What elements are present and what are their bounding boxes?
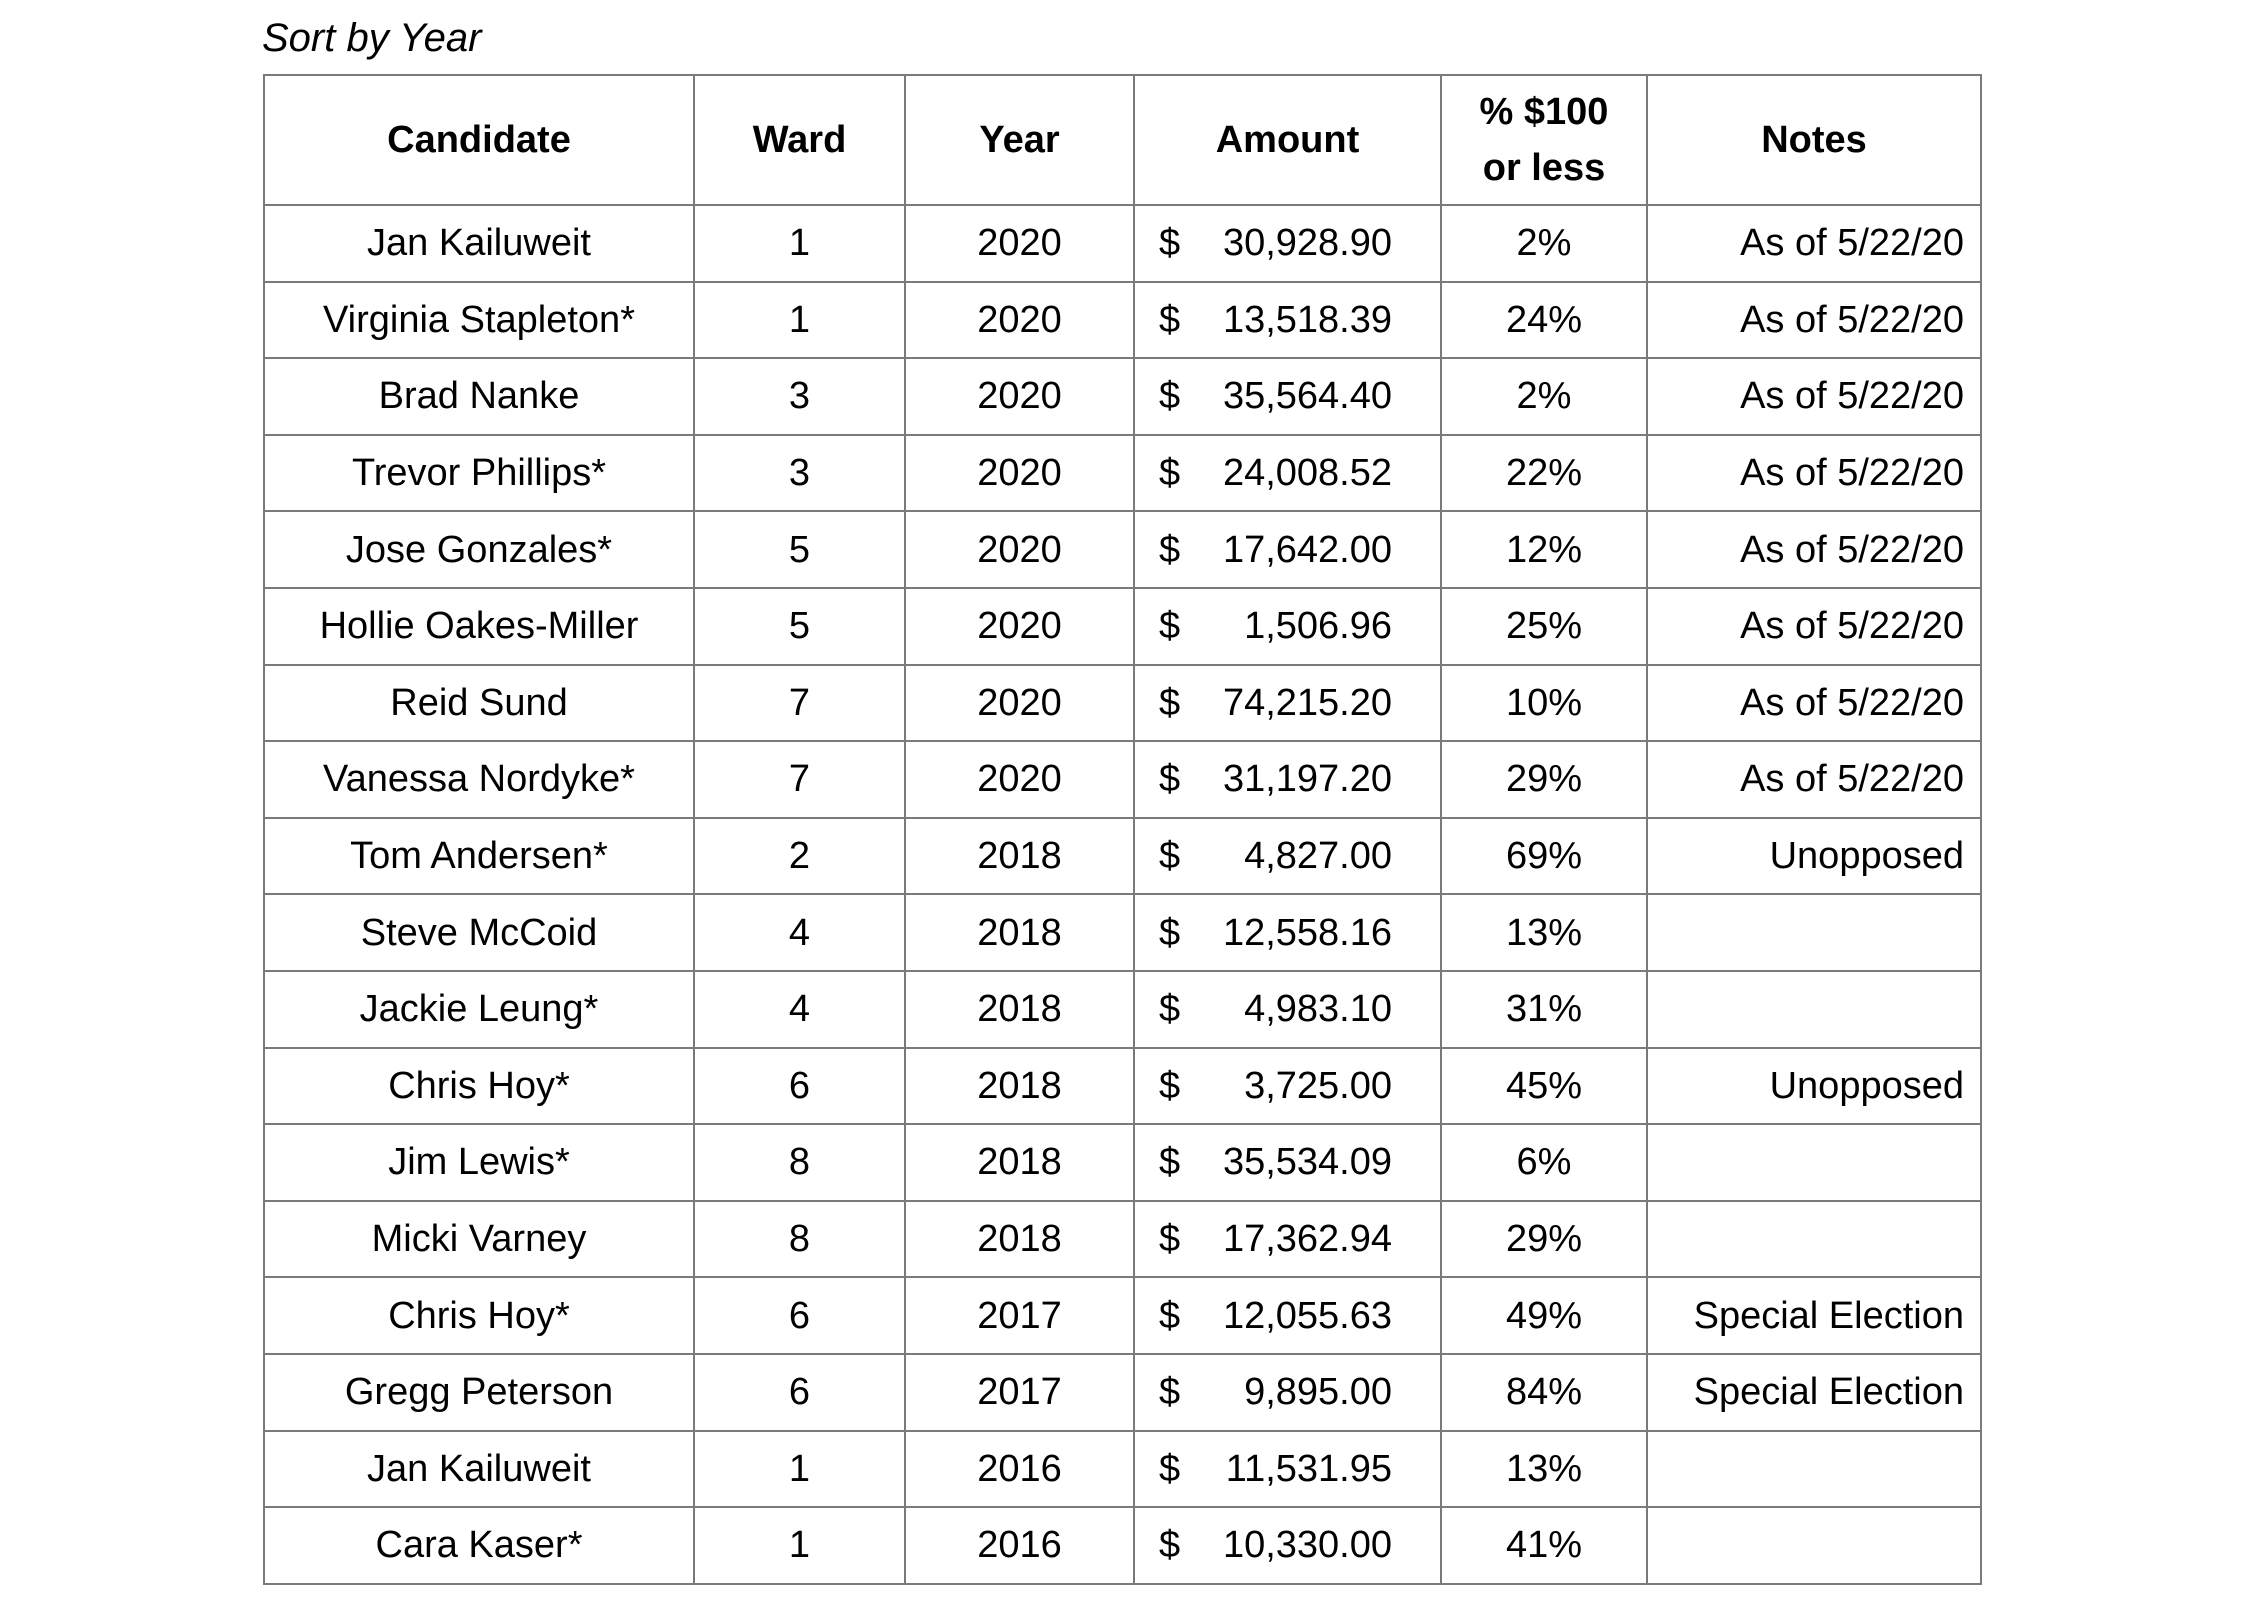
header-year: Year bbox=[905, 75, 1134, 205]
pct-cell: 69% bbox=[1441, 818, 1647, 895]
pct-cell: 25% bbox=[1441, 588, 1647, 665]
currency-symbol: $ bbox=[1159, 1064, 1181, 1107]
year-cell: 2018 bbox=[905, 1201, 1134, 1278]
candidate-cell: Vanessa Nordyke* bbox=[264, 741, 694, 818]
table-row bbox=[264, 818, 1981, 895]
amount-cell bbox=[1134, 971, 1441, 1048]
ward-cell: 4 bbox=[694, 971, 905, 1048]
amount-value: 3,725.00 bbox=[1244, 1064, 1392, 1107]
currency-symbol: $ bbox=[1159, 1294, 1181, 1337]
year-cell: 2020 bbox=[905, 205, 1134, 282]
year-cell: 2017 bbox=[905, 1277, 1134, 1354]
year-cell: 2020 bbox=[905, 741, 1134, 818]
notes-cell: As of 5/22/20 bbox=[1647, 205, 1981, 282]
amount-cell bbox=[1134, 1507, 1441, 1584]
amount-cell bbox=[1134, 1124, 1441, 1201]
currency-symbol: $ bbox=[1159, 605, 1181, 648]
candidate-cell: Steve McCoid bbox=[264, 894, 694, 971]
amount-cell bbox=[1134, 282, 1441, 359]
year-cell: 2020 bbox=[905, 511, 1134, 588]
header-ward: Ward bbox=[694, 75, 905, 205]
amount-cell bbox=[1134, 358, 1441, 435]
header-row bbox=[264, 75, 1981, 205]
ward-cell: 6 bbox=[694, 1354, 905, 1431]
ward-cell: 3 bbox=[694, 435, 905, 512]
ward-cell: 8 bbox=[694, 1124, 905, 1201]
table-row bbox=[264, 1507, 1981, 1584]
candidate-cell: Cara Kaser* bbox=[264, 1507, 694, 1584]
amount-value: 9,895.00 bbox=[1244, 1371, 1392, 1414]
amount-cell bbox=[1134, 1048, 1441, 1125]
notes-cell bbox=[1647, 1431, 1981, 1508]
year-cell: 2020 bbox=[905, 665, 1134, 742]
candidate-cell: Trevor Phillips* bbox=[264, 435, 694, 512]
candidate-cell: Chris Hoy* bbox=[264, 1048, 694, 1125]
notes-cell bbox=[1647, 1201, 1981, 1278]
candidate-cell: Hollie Oakes-Miller bbox=[264, 588, 694, 665]
notes-cell: As of 5/22/20 bbox=[1647, 741, 1981, 818]
notes-cell bbox=[1647, 971, 1981, 1048]
amount-value: 17,642.00 bbox=[1222, 528, 1392, 571]
candidate-cell: Chris Hoy* bbox=[264, 1277, 694, 1354]
amount-cell bbox=[1134, 511, 1441, 588]
year-cell: 2016 bbox=[905, 1431, 1134, 1508]
year-cell: 2018 bbox=[905, 894, 1134, 971]
contributions-table bbox=[263, 74, 1982, 1585]
notes-cell: As of 5/22/20 bbox=[1647, 511, 1981, 588]
ward-cell: 1 bbox=[694, 1507, 905, 1584]
candidate-cell: Gregg Peterson bbox=[264, 1354, 694, 1431]
amount-cell bbox=[1134, 435, 1441, 512]
ward-cell: 3 bbox=[694, 358, 905, 435]
year-cell: 2018 bbox=[905, 1124, 1134, 1201]
table-row bbox=[264, 282, 1981, 359]
amount-value: 31,197.20 bbox=[1222, 758, 1392, 801]
candidate-cell: Jan Kailuweit bbox=[264, 1431, 694, 1508]
header-pct-line2: or less bbox=[1482, 147, 1606, 189]
candidate-cell: Jose Gonzales* bbox=[264, 511, 694, 588]
ward-cell: 6 bbox=[694, 1277, 905, 1354]
year-cell: 2020 bbox=[905, 282, 1134, 359]
pct-cell: 10% bbox=[1441, 665, 1647, 742]
pct-cell: 22% bbox=[1441, 435, 1647, 512]
amount-cell bbox=[1134, 741, 1441, 818]
candidate-cell: Virginia Stapleton* bbox=[264, 282, 694, 359]
amount-cell bbox=[1134, 588, 1441, 665]
currency-symbol: $ bbox=[1159, 375, 1181, 418]
currency-symbol: $ bbox=[1159, 758, 1181, 801]
amount-value: 4,983.10 bbox=[1244, 988, 1392, 1031]
header-amount: Amount bbox=[1134, 75, 1441, 205]
currency-symbol: $ bbox=[1159, 1447, 1181, 1490]
year-cell: 2018 bbox=[905, 818, 1134, 895]
table-row bbox=[264, 358, 1981, 435]
amount-value: 17,362.94 bbox=[1222, 1218, 1392, 1261]
currency-symbol: $ bbox=[1159, 988, 1181, 1031]
table-row bbox=[264, 205, 1981, 282]
currency-symbol: $ bbox=[1159, 835, 1181, 878]
ward-cell: 6 bbox=[694, 1048, 905, 1125]
pct-cell: 49% bbox=[1441, 1277, 1647, 1354]
pct-cell: 41% bbox=[1441, 1507, 1647, 1584]
year-cell: 2018 bbox=[905, 1048, 1134, 1125]
table-row bbox=[264, 1048, 1981, 1125]
pct-cell: 29% bbox=[1441, 741, 1647, 818]
year-cell: 2016 bbox=[905, 1507, 1134, 1584]
table-row bbox=[264, 1431, 1981, 1508]
table-row bbox=[264, 435, 1981, 512]
notes-cell: As of 5/22/20 bbox=[1647, 282, 1981, 359]
candidate-cell: Micki Varney bbox=[264, 1201, 694, 1278]
amount-value: 24,008.52 bbox=[1222, 452, 1392, 495]
year-cell: 2018 bbox=[905, 971, 1134, 1048]
table-row bbox=[264, 1277, 1981, 1354]
notes-cell: As of 5/22/20 bbox=[1647, 665, 1981, 742]
amount-value: 35,564.40 bbox=[1222, 375, 1392, 418]
amount-value: 1,506.96 bbox=[1244, 605, 1392, 648]
table-header bbox=[264, 75, 1981, 205]
notes-cell: As of 5/22/20 bbox=[1647, 588, 1981, 665]
notes-cell: Special Election bbox=[1647, 1354, 1981, 1431]
header-notes: Notes bbox=[1647, 75, 1981, 205]
amount-cell bbox=[1134, 1201, 1441, 1278]
currency-symbol: $ bbox=[1159, 1218, 1181, 1261]
ward-cell: 8 bbox=[694, 1201, 905, 1278]
candidate-cell: Jim Lewis* bbox=[264, 1124, 694, 1201]
ward-cell: 4 bbox=[694, 894, 905, 971]
currency-symbol: $ bbox=[1159, 681, 1181, 724]
table-row bbox=[264, 511, 1981, 588]
notes-cell: As of 5/22/20 bbox=[1647, 358, 1981, 435]
ward-cell: 7 bbox=[694, 741, 905, 818]
year-cell: 2020 bbox=[905, 588, 1134, 665]
sort-caption: Sort by Year bbox=[262, 16, 482, 60]
candidate-cell: Brad Nanke bbox=[264, 358, 694, 435]
header-pct-small-donations bbox=[1441, 75, 1647, 205]
year-cell: 2017 bbox=[905, 1354, 1134, 1431]
pct-cell: 13% bbox=[1441, 1431, 1647, 1508]
pct-cell: 84% bbox=[1441, 1354, 1647, 1431]
amount-cell bbox=[1134, 1431, 1441, 1508]
pct-cell: 2% bbox=[1441, 205, 1647, 282]
amount-value: 12,055.63 bbox=[1222, 1294, 1392, 1337]
table-row bbox=[264, 1201, 1981, 1278]
amount-cell bbox=[1134, 665, 1441, 742]
ward-cell: 5 bbox=[694, 511, 905, 588]
table-row bbox=[264, 1124, 1981, 1201]
notes-cell: As of 5/22/20 bbox=[1647, 435, 1981, 512]
header-pct-line1: % $100 bbox=[1479, 91, 1609, 133]
pct-cell: 12% bbox=[1441, 511, 1647, 588]
currency-symbol: $ bbox=[1159, 528, 1181, 571]
table-body bbox=[264, 205, 1981, 1584]
notes-cell: Unopposed bbox=[1647, 818, 1981, 895]
ward-cell: 7 bbox=[694, 665, 905, 742]
currency-symbol: $ bbox=[1159, 452, 1181, 495]
amount-value: 30,928.90 bbox=[1222, 222, 1392, 265]
pct-cell: 6% bbox=[1441, 1124, 1647, 1201]
year-cell: 2020 bbox=[905, 435, 1134, 512]
amount-cell bbox=[1134, 818, 1441, 895]
currency-symbol: $ bbox=[1159, 222, 1181, 265]
table-row bbox=[264, 894, 1981, 971]
amount-value: 13,518.39 bbox=[1222, 298, 1392, 341]
currency-symbol: $ bbox=[1159, 911, 1181, 954]
amount-value: 12,558.16 bbox=[1222, 911, 1392, 954]
header-candidate: Candidate bbox=[264, 75, 694, 205]
notes-cell bbox=[1647, 894, 1981, 971]
ward-cell: 1 bbox=[694, 205, 905, 282]
currency-symbol: $ bbox=[1159, 1371, 1181, 1414]
table-row bbox=[264, 971, 1981, 1048]
pct-cell: 13% bbox=[1441, 894, 1647, 971]
amount-value: 11,531.95 bbox=[1225, 1447, 1392, 1490]
candidate-cell: Tom Andersen* bbox=[264, 818, 694, 895]
currency-symbol: $ bbox=[1159, 1141, 1181, 1184]
ward-cell: 1 bbox=[694, 282, 905, 359]
currency-symbol: $ bbox=[1159, 1524, 1181, 1567]
amount-cell bbox=[1134, 894, 1441, 971]
amount-value: 74,215.20 bbox=[1222, 681, 1392, 724]
table-row bbox=[264, 665, 1981, 742]
candidate-cell: Jackie Leung* bbox=[264, 971, 694, 1048]
notes-cell: Special Election bbox=[1647, 1277, 1981, 1354]
amount-cell bbox=[1134, 1277, 1441, 1354]
notes-cell bbox=[1647, 1507, 1981, 1584]
amount-value: 10,330.00 bbox=[1222, 1524, 1392, 1567]
pct-cell: 45% bbox=[1441, 1048, 1647, 1125]
pct-cell: 2% bbox=[1441, 358, 1647, 435]
year-cell: 2020 bbox=[905, 358, 1134, 435]
amount-cell bbox=[1134, 1354, 1441, 1431]
candidate-cell: Reid Sund bbox=[264, 665, 694, 742]
candidate-cell: Jan Kailuweit bbox=[264, 205, 694, 282]
notes-cell: Unopposed bbox=[1647, 1048, 1981, 1125]
pct-cell: 31% bbox=[1441, 971, 1647, 1048]
pct-cell: 29% bbox=[1441, 1201, 1647, 1278]
notes-cell bbox=[1647, 1124, 1981, 1201]
ward-cell: 2 bbox=[694, 818, 905, 895]
table-row bbox=[264, 1354, 1981, 1431]
pct-cell: 24% bbox=[1441, 282, 1647, 359]
amount-value: 35,534.09 bbox=[1222, 1141, 1392, 1184]
amount-cell bbox=[1134, 205, 1441, 282]
table-row bbox=[264, 741, 1981, 818]
currency-symbol: $ bbox=[1159, 298, 1181, 341]
ward-cell: 5 bbox=[694, 588, 905, 665]
table-row bbox=[264, 588, 1981, 665]
ward-cell: 1 bbox=[694, 1431, 905, 1508]
amount-value: 4,827.00 bbox=[1244, 835, 1392, 878]
